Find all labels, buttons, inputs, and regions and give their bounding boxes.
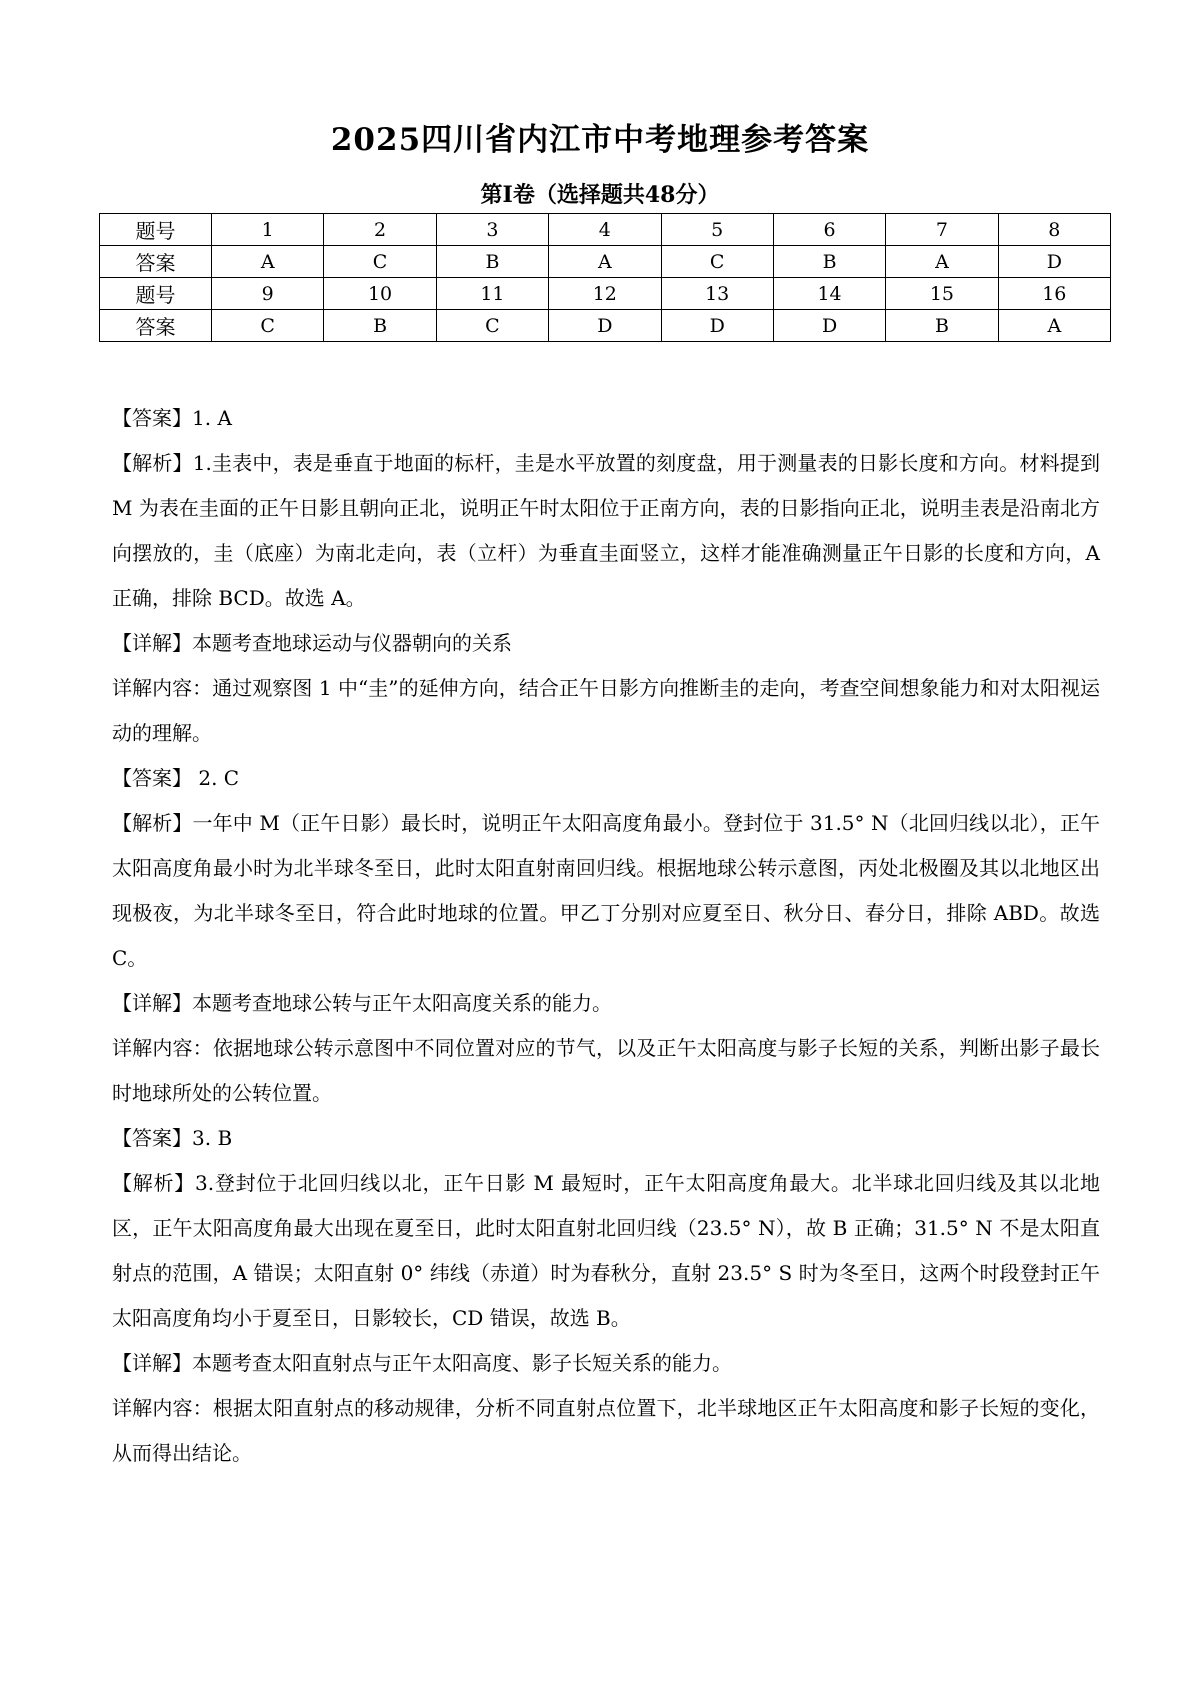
table-cell: D (998, 246, 1110, 278)
answer-line: 【答案】1. A (112, 406, 232, 430)
table-cell: 9 (212, 278, 324, 310)
answer-line: 【答案】 2. C (112, 766, 240, 790)
answer-table (99, 213, 1111, 342)
answer-line: 【答案】3. B (112, 1126, 233, 1150)
table-cell: 14 (773, 278, 885, 310)
table-cell: 13 (661, 278, 773, 310)
table-cell: 1 (212, 214, 324, 246)
table-cell: 15 (886, 278, 998, 310)
table-row-label: 题号 (100, 278, 212, 310)
table-cell: D (661, 310, 773, 342)
table-cell: C (212, 310, 324, 342)
table-cell: C (661, 246, 773, 278)
table-cell: A (886, 246, 998, 278)
table-cell: B (436, 246, 548, 278)
detail-paragraph: 详解内容：根据太阳直射点的移动规律，分析不同直射点位置下，北半球地区正午太阳高度和影子长短的变化，从而得出结论。 (112, 1396, 1100, 1465)
table-row (100, 310, 1111, 342)
table-cell: C (324, 246, 436, 278)
table-cell: C (436, 310, 548, 342)
detail-paragraph: 详解内容：依据地球公转示意图中不同位置对应的节气，以及正午太阳高度与影子长短的关系，判断出影子最长时地球所处的公转位置。 (112, 1036, 1100, 1105)
table-cell: A (549, 246, 661, 278)
document-title: 2025四川省内江市中考地理参考答案 (330, 122, 870, 158)
detail-heading: 【详解】本题考查地球公转与正午太阳高度关系的能力。 (112, 991, 612, 1015)
table-cell: A (212, 246, 324, 278)
table-cell: 11 (436, 278, 548, 310)
answer-explanations (112, 396, 1100, 1476)
answer-table-body (100, 214, 1111, 342)
table-cell: 2 (324, 214, 436, 246)
table-cell: B (773, 246, 885, 278)
table-row (100, 214, 1111, 246)
table-row-label: 答案 (100, 246, 212, 278)
table-cell: 6 (773, 214, 885, 246)
table-cell: 3 (436, 214, 548, 246)
table-cell: 4 (549, 214, 661, 246)
table-cell: A (998, 310, 1110, 342)
detail-heading: 【详解】本题考查地球运动与仪器朝向的关系 (112, 631, 512, 655)
table-cell: 12 (549, 278, 661, 310)
analysis-paragraph: 【解析】3.登封位于北回归线以北，正午日影 M 最短时，正午太阳高度角最大。北半球北回归线及其以北地区，正午太阳高度角最大出现在夏至日，此时太阳直射北回归线（23.5° N），故 B 正确；31.5° N 不是太阳直射点的范围，A 错误；太阳直射 0° 纬线（赤道）时为春秋分，直射 23.5° S 时为冬至日，这两个时段登封正午太阳高度角均小于夏至日，日影较长，CD 错误，故选 B。 (112, 1171, 1100, 1330)
detail-paragraph: 详解内容：通过观察图 1 中“圭”的延伸方向，结合正午日影方向推断圭的走向，考查空间想象能力和对太阳视运动的理解。 (112, 676, 1100, 745)
table-cell: B (324, 310, 436, 342)
analysis-paragraph: 【解析】1.圭表中，表是垂直于地面的标杆，圭是水平放置的刻度盘，用于测量表的日影长度和方向。材料提到 M 为表在圭面的正午日影且朝向正北，说明正午时太阳位于正南方向，表的日影指向正北，说明圭表是沿南北方向摆放的，圭（底座）为南北走向，表（立杆）为垂直圭面竖立，这样才能准确测量正午日影的长度和方向，A 正确，排除 BCD。故选 A。 (112, 451, 1100, 610)
table-row (100, 246, 1111, 278)
table-cell: 10 (324, 278, 436, 310)
detail-heading: 【详解】本题考查太阳直射点与正午太阳高度、影子长短关系的能力。 (112, 1351, 732, 1375)
table-cell: B (886, 310, 998, 342)
table-row (100, 278, 1111, 310)
table-row-label: 答案 (100, 310, 212, 342)
section-heading: 第Ⅰ卷（选择题共48分） (480, 182, 720, 208)
table-cell: 16 (998, 278, 1110, 310)
table-cell: 7 (886, 214, 998, 246)
table-row-label: 题号 (100, 214, 212, 246)
table-cell: D (773, 310, 885, 342)
table-cell: D (549, 310, 661, 342)
table-cell: 8 (998, 214, 1110, 246)
analysis-paragraph: 【解析】一年中 M（正午日影）最长时，说明正午太阳高度角最小。登封位于 31.5° N（北回归线以北），正午太阳高度角最小时为北半球冬至日，此时太阳直射南回归线。根据地球公转示意图，丙处北极圈及其以北地区出现极夜，为北半球冬至日，符合此时地球的位置。甲乙丁分别对应夏至日、秋分日、春分日，排除 ABD。故选 C。 (112, 811, 1100, 970)
table-cell: 5 (661, 214, 773, 246)
